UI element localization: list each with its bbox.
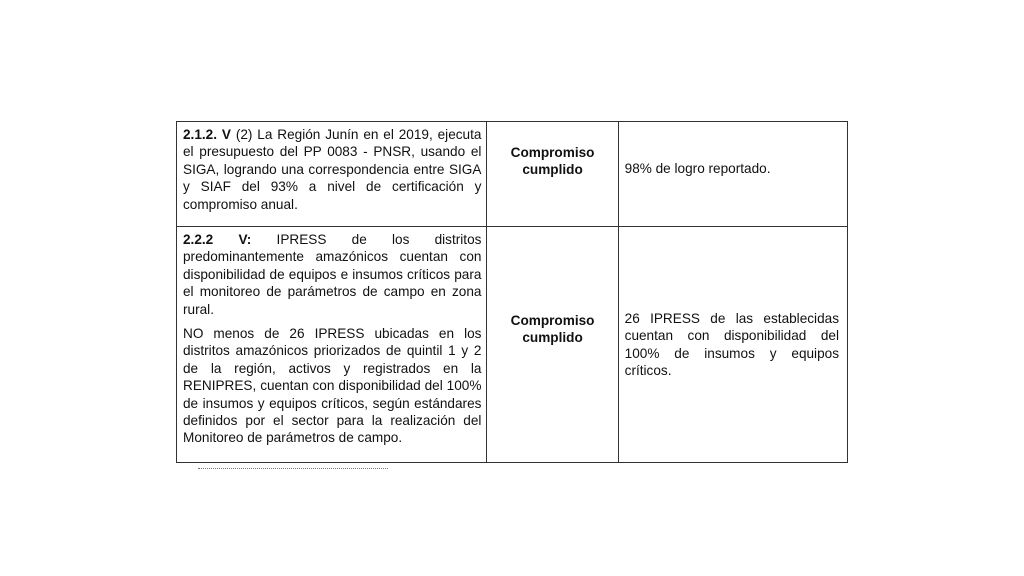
status-cell bbox=[487, 227, 618, 463]
status-cell bbox=[487, 122, 618, 227]
status-label-line2: cumplido bbox=[522, 162, 583, 178]
description-cell bbox=[177, 122, 487, 227]
indicator-code: 2.1.2. V bbox=[183, 127, 231, 142]
cropped-text-remnant bbox=[198, 462, 388, 469]
table-row bbox=[177, 122, 848, 227]
result-cell bbox=[618, 122, 847, 227]
status-label-line1: Compromiso bbox=[510, 145, 595, 160]
indicator-code: 2.2.2 V: bbox=[183, 232, 252, 247]
result-text: 26 IPRESS de las establecidas cuentan con disponibilidad del 100% de insumos y equipos críticos. bbox=[624, 311, 839, 379]
status-label-line2: cumplido bbox=[522, 330, 583, 346]
description-text bbox=[183, 126, 481, 213]
result-cell bbox=[618, 227, 847, 463]
description-cell bbox=[177, 227, 487, 463]
indicator-description: IPRESS de los distritos predominantemente amazónicos cuentan con disponibilidad de equipos e insumos críticos para el monitoreo de parámetros de campo en zona rural. bbox=[183, 232, 482, 317]
result-text: 98% de logro reportado. bbox=[624, 161, 771, 176]
table-row bbox=[177, 227, 848, 463]
indicator-description: (2) La Región Junín en el 2019, ejecuta el presupuesto del PP 0083 - PNSR, usando el SIGA, logrando una correspondencia entre SIGA y SIAF del 93% a nivel de certificación y compromiso anual. bbox=[183, 127, 482, 212]
description-text bbox=[183, 231, 481, 318]
description-detail: NO menos de 26 IPRESS ubicadas en los distritos amazónicos priorizados de quintil 1 y 2 de la región, activos y registrados en la RENIPRES, cuentan con disponibilidad del 100% de insumos y equipos críticos, según estándares definidos por el sector para la realización del Monitoreo de parámetros de campo. bbox=[183, 326, 482, 446]
commitments-table bbox=[176, 121, 848, 463]
status-label-line1: Compromiso bbox=[510, 313, 595, 328]
